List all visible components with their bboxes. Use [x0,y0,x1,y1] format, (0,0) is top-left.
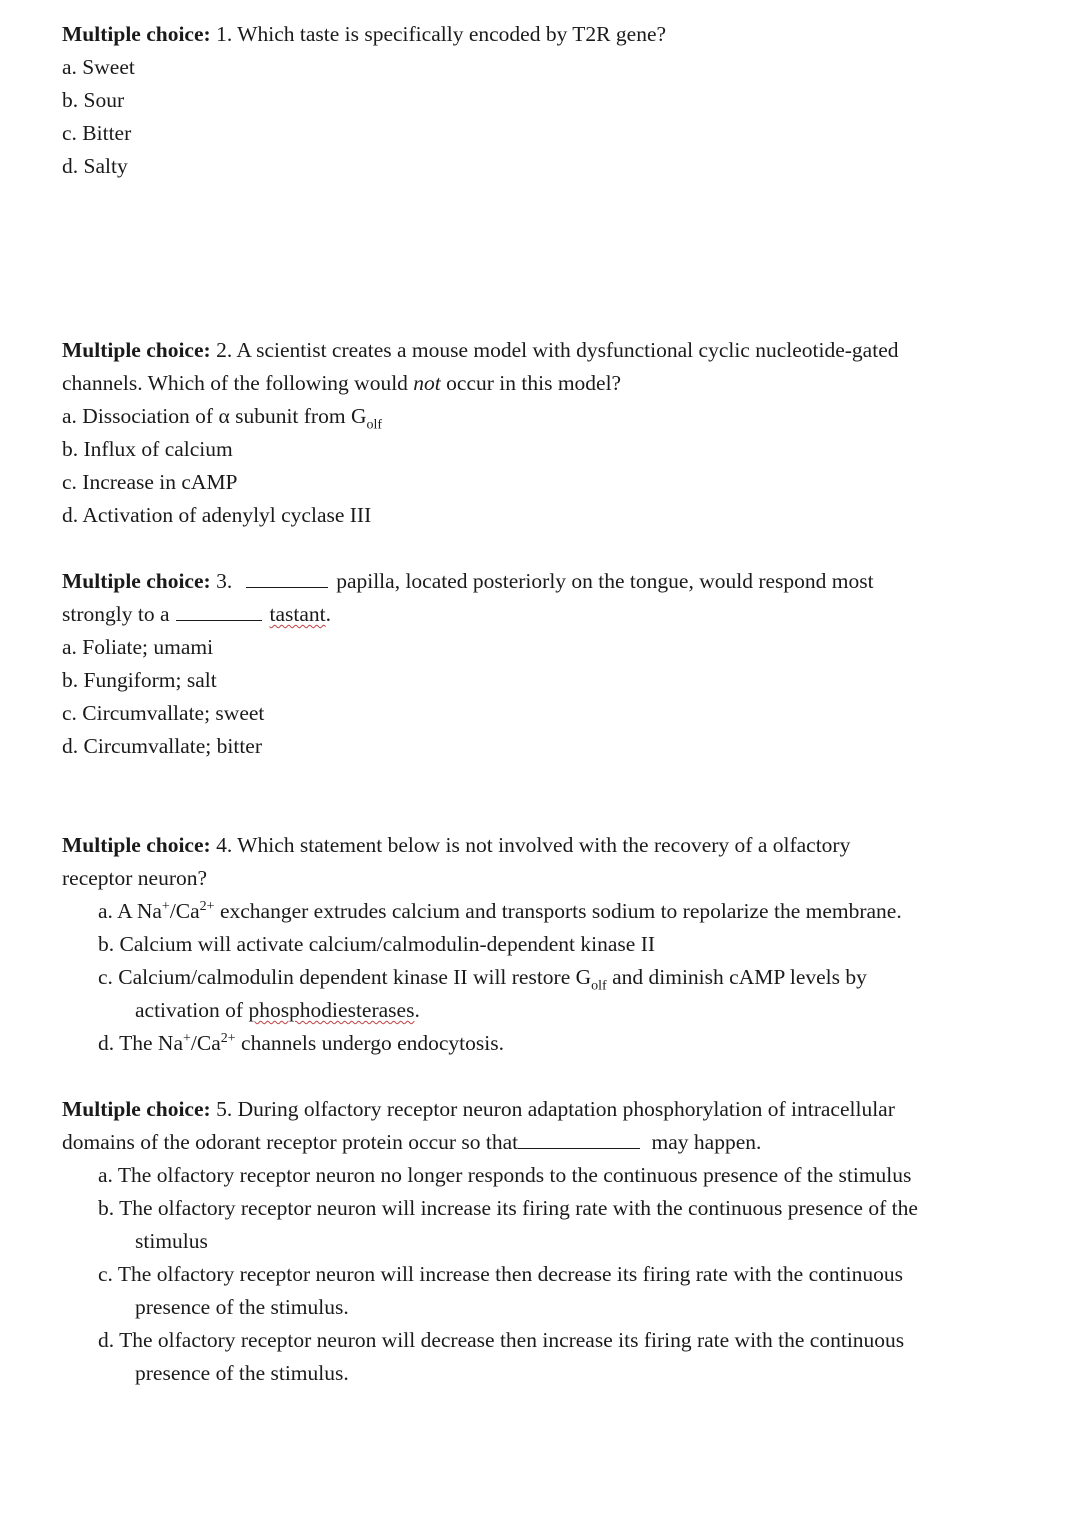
question-number: 3. [210,569,233,593]
question-4 [62,829,1052,1060]
option-b-continued: stimulus [135,1229,208,1253]
subscript: olf [366,417,383,433]
question-3 [62,565,1052,763]
fill-blank [176,598,262,621]
option-text: d. The Na [98,1031,183,1055]
option-text: /Ca [190,1031,221,1055]
question-text: 2. A scientist creates a mouse model with dysfunctional cyclic nucleotide-gated [210,338,899,362]
stem-text: channels. Which of the following would [62,371,414,395]
option-a: a. Sweet [62,55,135,79]
stem-text: occur in this model? [440,371,622,395]
question-5-stem-line1 [62,1093,1052,1126]
option-text: exchanger extrudes calcium and transports sodium to repolarize the membrane. [214,899,902,923]
option-b: b. Influx of calcium [62,437,233,461]
question-3-stem-line2 [62,598,1052,631]
option-a: a. The olfactory receptor neuron no longer responds to the continuous presence of the stimulus [98,1163,912,1187]
option-b: b. The olfactory receptor neuron will increase its firing rate with the continuous presence of the [98,1196,918,1220]
question-label: Multiple choice: [62,569,211,593]
stem-text: papilla, located posteriorly on the tongue, would respond most [336,569,874,593]
option-c-continued: presence of the stimulus. [135,1295,349,1319]
question-label: Multiple choice: [62,338,211,362]
option-c: c. The olfactory receptor neuron will increase then decrease its firing rate with the continuous [98,1262,903,1286]
superscript: + [182,1030,191,1046]
stem-text: domains of the odorant receptor protein occur so that [62,1130,519,1154]
option-d-continued: presence of the stimulus. [135,1361,349,1385]
question-5 [62,1093,1052,1390]
option-d: d. Circumvallate; bitter [62,734,263,758]
option-a [62,895,1052,928]
question-5-stem-line2 [62,1126,1052,1159]
stem-text: . [325,602,331,626]
question-4-stem-line2: receptor neuron? [62,866,208,890]
option-d: d. Salty [62,154,128,178]
question-4-stem-line1 [62,829,1052,862]
fill-blank [518,1126,640,1149]
question-text: 5. During olfactory receptor neuron adaptation phosphorylation of intracellular [210,1097,895,1121]
question-1 [62,18,1052,183]
question-text: 1. Which taste is specifically encoded by T2R gene? [210,22,667,46]
question-label: Multiple choice: [62,833,211,857]
option-text: /Ca [169,899,200,923]
option-text: c. Calcium/calmodulin dependent kinase II will restore G [98,965,592,989]
option-text: and diminish cAMP levels by [606,965,867,989]
option-text: a. Dissociation of α subunit from G [62,404,367,428]
option-b: b. Calcium will activate calcium/calmodulin-dependent kinase II [98,932,656,956]
option-c: c. Circumvallate; sweet [62,701,265,725]
option-c: c. Increase in cAMP [62,470,238,494]
subscript: olf [591,978,607,994]
option-b: b. Fungiform; salt [62,668,217,692]
question-2-stem-line2 [62,367,1052,400]
fill-blank [246,565,328,588]
option-a [62,400,1052,433]
option-c [62,961,1052,994]
emphasis-not: not [413,371,441,395]
question-1-stem [62,18,1052,51]
superscript: 2+ [220,1030,236,1046]
question-2 [62,334,1052,532]
stem-text: may happen. [646,1130,762,1154]
question-text: 4. Which statement below is not involved with the recovery of a olfactory [210,833,851,857]
question-label: Multiple choice: [62,1097,211,1121]
stem-text: strongly to a [62,602,170,626]
question-label: Multiple choice: [62,22,211,46]
option-b: b. Sour [62,88,125,112]
question-2-stem-line1 [62,334,1052,367]
option-text: a. A Na [98,899,162,923]
superscript: + [161,898,170,914]
spellcheck-word: phosphodiesterases [248,998,415,1022]
option-text: . [414,998,420,1022]
option-d [62,1027,1052,1060]
option-c-continued [62,994,1052,1027]
option-c: c. Bitter [62,121,132,145]
superscript: 2+ [199,898,215,914]
option-d: d. Activation of adenylyl cyclase III [62,503,372,527]
spellcheck-word: tastant [269,602,326,626]
option-text: channels undergo endocytosis. [235,1031,504,1055]
question-3-stem-line1 [62,565,1052,598]
option-a: a. Foliate; umami [62,635,214,659]
option-d: d. The olfactory receptor neuron will decrease then increase its firing rate with the continuous [98,1328,905,1352]
option-text: activation of [135,998,249,1022]
